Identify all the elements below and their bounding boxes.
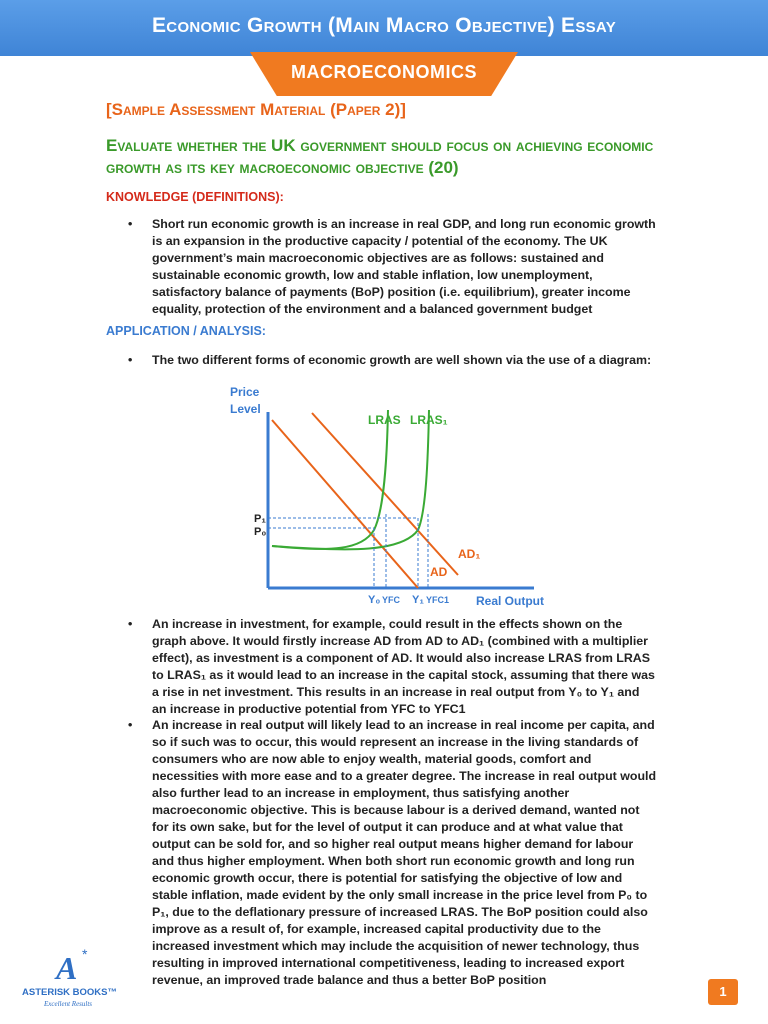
logo-a-icon: A <box>56 950 78 986</box>
bullet-text: Short run economic growth is an increase in real GDP, and long run economic growth is an expansion in the productive capacity / potential of the economy. The UK government’s main macroeconomic objectives are as follows: sustained and sustainable economic growth, low and stable inflation, low unemployment, satisfactory balance of payments (BoP) position (i.e. equilibrium), greater income equality, protection of the environment and a balanced government budget <box>152 217 656 316</box>
lras1-label: LRAS₁ <box>410 413 448 427</box>
bullet-text: The two different forms of economic growth are well shown via the use of a diagram: <box>152 353 652 367</box>
p1-label: P₁ <box>254 513 266 525</box>
ad-curve-base <box>272 420 418 588</box>
ad-label: AD <box>430 565 448 579</box>
economic-growth-diagram <box>222 380 562 612</box>
y1-label: Y₁ <box>412 594 424 606</box>
bullet-text: An increase in real output will likely lead to an increase in real income per capita, and so if such was to occur, this would represent an increase in the living standards of consumers who are now able to enjoy wealth, material goods, comfort and necessities with more ease and to a greater degree. The increase in real output would also further lead to an increase in employment, thus satisfying another macroeconomic objective. This is because labour is a derived demand, wanted not for its own sake, but for the level of output it can produce and at what value that output can be sold for, and so higher real output means higher demand for labour and thus higher employment. When both short run economic growth and long run economic growth occur, there is potential for satisfying the objective of low and stable inflation, made evident by the only small increase in the price level from P₀ to P₁, due to the deflationary pressure of increased LRAS. The BoP position could also improve as a result of, for example, increased capital productivity due to the increased investment which may include the acquisition of newer technology, thus resulting in improved international competitiveness, leading to increased export revenue, an improved trade balance and thus a better BoP position <box>152 718 657 987</box>
bullet-icon: • <box>128 217 133 231</box>
bullet-icon: • <box>128 353 133 367</box>
bullet-icon: • <box>128 718 133 732</box>
x-axis-label: Real Output <box>476 594 544 608</box>
p0-label: P₀ <box>254 526 267 538</box>
subheading: [Sample Assessment Material (Paper 2)] <box>106 100 406 119</box>
essay-question: Evaluate whether the UK government should focus on achieving economic growth as its key macroeconomic objective (20) <box>106 136 654 177</box>
bullet-text: An increase in investment, for example, could result in the effects shown on the graph above. It would firstly increase AD from AD to AD₁ (combined with a multiplier effect), as investment is a component of AD. It would also increase LRAS from LRAS to LRAS₁ as it would lead to an increase in the capital stock, assuming that there was a rise in net investment. This results in an increase in real output from Y₀ to Y₁ and an increase in productive potential from YFC to YFC1 <box>152 617 655 716</box>
ad1-label: AD₁ <box>458 547 481 561</box>
logo-tagline: Excellent Results <box>44 1000 93 1008</box>
asterisk-books-logo <box>18 945 138 1015</box>
section-tab-label: MACROECONOMICS <box>291 62 477 82</box>
page-number: 1 <box>708 979 738 1005</box>
logo-star-icon: * <box>82 946 88 962</box>
lras-label: LRAS <box>368 413 401 427</box>
yfc1-label: YFC1 <box>426 595 450 605</box>
logo-brand: ASTERISK BOOKS™ <box>22 987 118 998</box>
y0-label: Y₀ <box>368 594 381 606</box>
y-axis-label-2: Level <box>230 402 261 416</box>
y-axis-label-1: Price <box>230 385 260 399</box>
page-title: Economic Growth (Main Macro Objective) Essay <box>152 14 616 37</box>
yfc-label: YFC <box>382 595 400 605</box>
bullet-icon: • <box>128 617 133 631</box>
knowledge-heading: KNOWLEDGE (DEFINITIONS): <box>106 190 284 204</box>
application-heading: APPLICATION / ANALYSIS: <box>106 324 266 338</box>
